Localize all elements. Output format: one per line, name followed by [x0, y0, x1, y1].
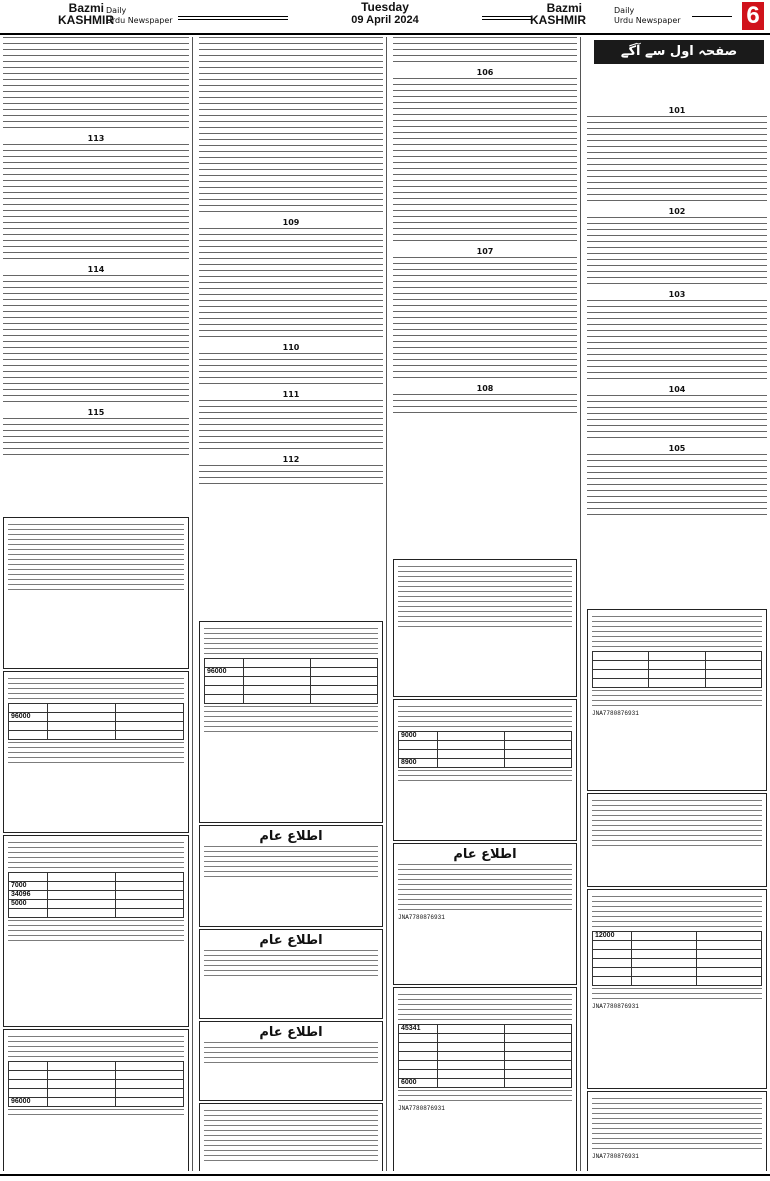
issue-date: 09 April 2024 [351, 14, 419, 26]
notice-title: اطلاع عام [259, 933, 323, 948]
story-number: 115 [87, 408, 105, 417]
legal-notice [587, 1091, 767, 1171]
notice-code: JNA7780876931 [592, 1003, 639, 1010]
notice-title: اطلاع عام [259, 1025, 323, 1040]
legal-notice [3, 835, 189, 1027]
page-number: 6 [742, 2, 764, 30]
paper-name: Bazmi [68, 1, 104, 15]
decorative-rule [482, 19, 532, 20]
paper-sub: Daily [106, 6, 127, 15]
story-number: 104 [668, 385, 686, 394]
masthead [0, 0, 770, 34]
article-text [199, 37, 383, 617]
table-value: 12000 [593, 932, 632, 941]
story-number: 110 [282, 343, 300, 352]
story-number: 109 [282, 218, 300, 227]
article-text [587, 105, 767, 605]
header-rule [0, 33, 770, 35]
column-4 [390, 37, 580, 1171]
legal-notice [587, 793, 767, 887]
story-number: 113 [87, 134, 105, 143]
story-number: 102 [668, 207, 686, 216]
story-number: 108 [476, 384, 494, 393]
footer-rule [0, 1174, 770, 1176]
notice-table [398, 1024, 572, 1088]
table-value: 96000 [205, 668, 244, 677]
table-value: 6000 [399, 1079, 438, 1088]
column-3 [196, 37, 386, 1171]
section-heading: صفحہ اول سے آگے [594, 40, 764, 64]
legal-notice [587, 889, 767, 1089]
paper-sub: Urdu Newspaper [106, 16, 173, 25]
article-text [3, 37, 189, 557]
notice-title: اطلاع عام [453, 847, 517, 862]
article-text [393, 37, 577, 557]
legal-notice [3, 517, 189, 669]
decorative-rule [482, 16, 532, 17]
notice-table [8, 1061, 184, 1107]
paper-sub: Daily [614, 6, 635, 15]
legal-notice [393, 699, 577, 841]
notice-code: JNA7780876931 [592, 710, 639, 717]
notice-title: اطلاع عام [259, 829, 323, 844]
column-divider [580, 37, 581, 1171]
legal-notice [199, 621, 383, 823]
legal-notice [587, 609, 767, 791]
story-number: 105 [668, 444, 686, 453]
story-number: 112 [282, 455, 300, 464]
masthead-right [530, 1, 586, 27]
paper-name: KASHMIR [530, 13, 586, 27]
notice-code: JNA7780876931 [398, 1105, 445, 1112]
notice-table [398, 731, 572, 768]
notice-code: JNA7780876931 [592, 1153, 639, 1160]
notice-table [592, 651, 762, 688]
notice-table [8, 703, 184, 740]
paper-name: KASHMIR [58, 13, 114, 27]
story-number: 106 [476, 68, 494, 77]
table-value: 9000 [399, 732, 438, 741]
public-notice [199, 1021, 383, 1101]
table-value: 96000 [9, 713, 48, 722]
story-number: 101 [668, 106, 686, 115]
legal-notice [393, 559, 577, 697]
legal-notice [3, 1029, 189, 1171]
legal-notice [3, 671, 189, 833]
decorative-rule [178, 19, 288, 20]
legal-notice [199, 1103, 383, 1171]
column-1 [0, 37, 192, 1171]
table-value: 96000 [9, 1098, 48, 1107]
story-number: 114 [87, 265, 105, 274]
table-value: 45341 [399, 1025, 438, 1034]
masthead-left [58, 1, 114, 27]
notice-code: JNA7780876931 [398, 914, 445, 921]
decorative-rule [178, 16, 288, 17]
column-5 [584, 37, 770, 1171]
issue-day: Tuesday [361, 0, 409, 14]
paper-sub: Urdu Newspaper [614, 16, 681, 25]
public-notice [199, 929, 383, 1019]
story-number: 111 [282, 390, 300, 399]
dateline [290, 1, 480, 27]
legal-notice [393, 987, 577, 1171]
column-divider [386, 37, 387, 1171]
table-value: 8900 [399, 759, 438, 768]
decorative-rule [692, 16, 732, 17]
notice-table [204, 658, 378, 704]
story-number: 107 [476, 247, 494, 256]
paper-name: Bazmi [546, 1, 582, 15]
table-value: 5000 [9, 900, 48, 909]
public-notice [393, 843, 577, 985]
table-value: 34096 [9, 891, 48, 900]
public-notice [199, 825, 383, 927]
notice-table [592, 931, 762, 986]
story-number: 103 [668, 290, 686, 299]
table-value: 7000 [9, 882, 48, 891]
column-divider [192, 37, 193, 1171]
notice-table [8, 872, 184, 918]
